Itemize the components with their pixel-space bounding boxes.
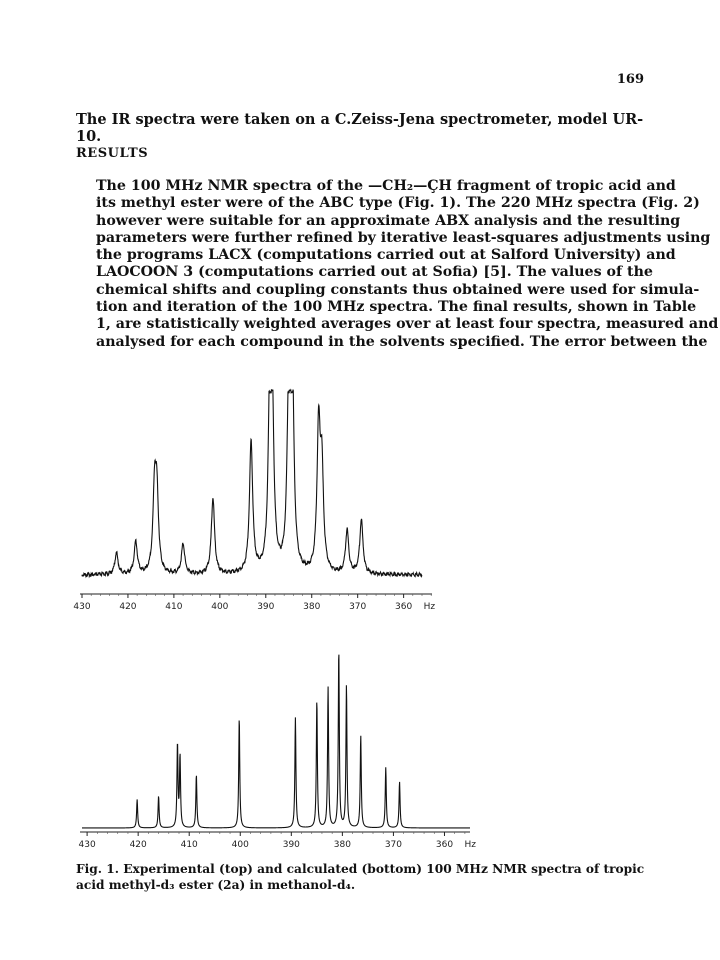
paragraph-line: however were suitable for an approximate ABX analysis and the resulting [96, 212, 681, 229]
x-tick-label: 420 [119, 602, 137, 610]
paragraph-line: analysed for each compound in the solvents specified. The error between the [96, 333, 708, 350]
section-heading: RESULTS [76, 146, 149, 161]
paragraph-line: the programs LACX (computations carried out at Salford University) and [96, 247, 676, 264]
spectrum-trace [82, 655, 470, 828]
figure-caption-label: Fig. 1. [76, 862, 120, 876]
paragraph-line: The 100 MHz NMR spectra of the —CH₂—ÇH fragment of tropic acid and [96, 178, 676, 194]
x-tick-label: 390 [282, 840, 300, 850]
paragraph-line: LAOCOON 3 (computations carried out at Sofia) [5]. The values of the [96, 264, 653, 281]
x-unit-label: Hz [423, 602, 436, 610]
experimental-spectrum [60, 380, 460, 610]
x-tick-label: 410 [180, 840, 198, 850]
figure-caption [76, 861, 646, 893]
x-tick-label: 370 [349, 602, 367, 610]
x-tick-label: 380 [333, 840, 351, 850]
paragraph-line: tion and iteration of the 100 MHz spectra. The final results, shown in Table [96, 299, 697, 316]
calculated-spectrum [60, 640, 480, 855]
paragraph-line: its methyl ester were of the ABC type (Fig. 1). The 220 MHz spectra (Fig. 2) [96, 195, 700, 212]
x-tick-label: 370 [384, 840, 403, 850]
x-tick-label: 390 [257, 602, 275, 610]
paragraph-line: parameters were further refined by iterative least-squares adjustments using [96, 229, 711, 246]
page-number: 169 [616, 72, 644, 87]
x-tick-label: 380 [303, 602, 321, 610]
figure-caption-text-2: acid methyl-d₃ ester (2a) in methanol-d₄. [76, 878, 356, 892]
figure-caption-text: Experimental (top) and calculated (bottom) 100 MHz NMR spectra of tropic [123, 862, 645, 876]
intro-sentence: The IR spectra were taken on a C.Zeiss-Jena spectrometer, model UR-10. [76, 111, 644, 145]
x-tick-label: 360 [395, 602, 413, 610]
x-unit-label: Hz [464, 840, 476, 850]
results-paragraph [76, 178, 719, 351]
x-tick-label: 420 [129, 840, 147, 850]
x-tick-label: 430 [78, 840, 96, 850]
paragraph-line: 1, are statistically weighted averages over at least four spectra, measured and [96, 316, 719, 333]
spectrum-trace [82, 390, 422, 577]
x-tick-label: 400 [231, 840, 249, 850]
x-tick-label: 360 [435, 840, 454, 850]
x-tick-label: 410 [165, 602, 183, 610]
x-tick-label: 400 [211, 602, 229, 610]
x-tick-label: 430 [73, 602, 91, 610]
paragraph-line: chemical shifts and coupling constants thus obtained were used for simula- [96, 281, 700, 298]
